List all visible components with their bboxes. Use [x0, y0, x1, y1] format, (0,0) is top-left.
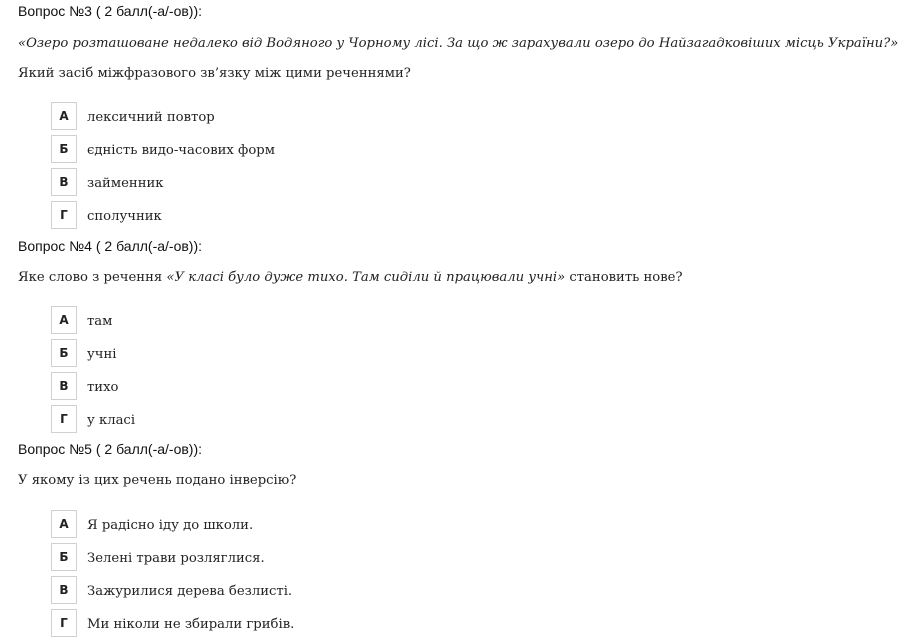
- option-letter: А: [51, 102, 77, 130]
- answer-option-b[interactable]: [51, 135, 651, 163]
- question-quote: «Озеро розташоване недалеко від Водяного у Чорному лісі. За що ж зарахували озеро до Найзагадковіших місць України?»: [18, 36, 899, 51]
- option-text: єдність видо-часових форм: [87, 143, 276, 158]
- answer-option-a[interactable]: [51, 102, 651, 130]
- option-letter: Г: [51, 405, 77, 433]
- option-text: сполучник: [87, 209, 162, 224]
- question-header: Вопрос №5 ( 2 балл(-а/-ов)):: [18, 441, 203, 457]
- option-letter: Б: [51, 135, 77, 163]
- answer-option-b[interactable]: [51, 339, 651, 367]
- option-letter: А: [51, 510, 77, 538]
- answer-option-v[interactable]: [51, 576, 651, 604]
- answer-option-b[interactable]: [51, 543, 651, 571]
- option-letter: А: [51, 306, 77, 334]
- option-letter: Г: [51, 201, 77, 229]
- prompt-after: становить нове?: [565, 270, 683, 285]
- answer-option-h[interactable]: [51, 405, 651, 433]
- option-letter: Б: [51, 543, 77, 571]
- prompt-quote: «У класі було дуже тихо. Там сиділи й працювали учні»: [166, 270, 566, 285]
- option-letter: Г: [51, 609, 77, 637]
- option-text: там: [87, 314, 113, 329]
- answer-option-a[interactable]: [51, 510, 651, 538]
- option-text: Зажурилися дерева безлисті.: [87, 584, 293, 599]
- option-text: Я радісно іду до школи.: [87, 518, 254, 533]
- option-text: Ми ніколи не збирали грибів.: [87, 617, 295, 632]
- prompt-before: Яке слово з речення: [18, 270, 167, 285]
- option-letter: В: [51, 576, 77, 604]
- question-header: Вопрос №3 ( 2 балл(-а/-ов)):: [18, 3, 203, 19]
- option-text: Зелені трави розляглися.: [87, 551, 265, 566]
- question-prompt: [18, 270, 683, 285]
- answer-option-h[interactable]: [51, 609, 651, 637]
- option-text: займенник: [87, 176, 164, 191]
- answer-option-a[interactable]: [51, 306, 651, 334]
- option-text: у класі: [87, 413, 136, 428]
- option-text: лексичний повтор: [87, 110, 215, 125]
- option-letter: В: [51, 372, 77, 400]
- option-letter: В: [51, 168, 77, 196]
- question-prompt: У якому із цих речень подано інверсію?: [18, 473, 297, 488]
- answer-option-v[interactable]: [51, 372, 651, 400]
- answer-option-h[interactable]: [51, 201, 651, 229]
- answer-option-v[interactable]: [51, 168, 651, 196]
- question-prompt: Який засіб міжфразового зв’язку між цими реченнями?: [18, 66, 411, 81]
- option-text: тихо: [87, 380, 119, 395]
- option-letter: Б: [51, 339, 77, 367]
- question-header: Вопрос №4 ( 2 балл(-а/-ов)):: [18, 238, 203, 254]
- option-text: учні: [87, 347, 117, 362]
